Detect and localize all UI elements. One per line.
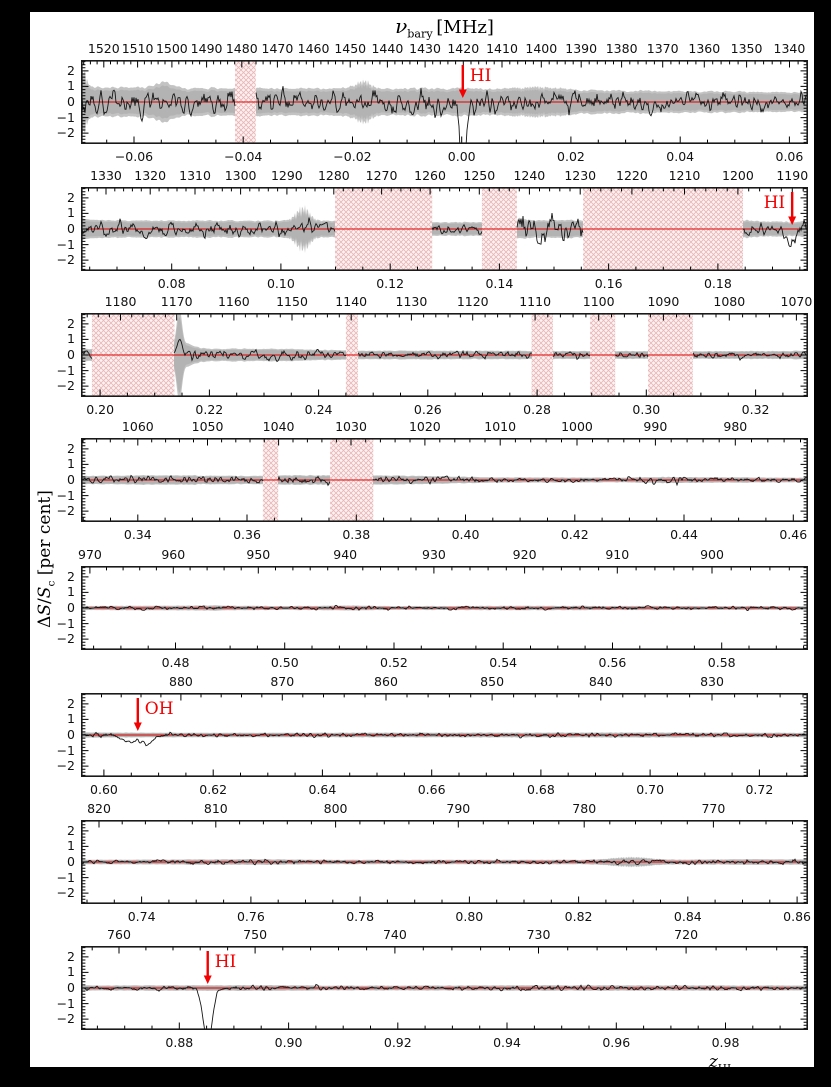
annotation-arrow-head [134, 723, 142, 732]
z-tick-label: 0.42 [560, 527, 589, 542]
y-tick-label: −2 [56, 125, 75, 141]
ylabel-unit: [per cent] [35, 490, 55, 581]
y-tick-label: 2 [67, 568, 75, 584]
z-tick-label: 0.86 [783, 909, 811, 924]
z-tick-label: 0.52 [380, 655, 408, 670]
y-tick-label: −2 [56, 252, 75, 268]
y-tick-label: 1 [67, 964, 75, 980]
freq-tick-label: 1420 [447, 41, 480, 56]
y-tick-label: −2 [56, 758, 75, 774]
z-tick-label: 0.82 [564, 909, 593, 924]
freq-tick-label: 730 [526, 927, 551, 942]
spectrum-panel [81, 60, 808, 144]
freq-tick-label: 1230 [564, 168, 597, 183]
spectrum-panel [81, 820, 808, 904]
spectrum-panel [81, 438, 808, 522]
freq-tick-label: 1290 [270, 168, 303, 183]
freq-tick-label: 1450 [334, 41, 367, 56]
title-unit: [MHz] [436, 17, 494, 38]
z-tick-label: 0.68 [526, 782, 555, 797]
z-tick-row [30, 655, 814, 670]
freq-tick-label: 900 [700, 547, 724, 562]
z-symbol: z [708, 1052, 718, 1072]
freq-tick-label: 1490 [190, 41, 223, 56]
z-tick-label: 0.22 [195, 402, 224, 417]
freq-tick-label: 940 [333, 547, 358, 562]
z-tick-label: 0.96 [602, 1035, 631, 1050]
z-tick-label: 0.40 [451, 527, 480, 542]
panel-plot-area [81, 187, 808, 271]
z-tick-label: 0.36 [233, 527, 261, 542]
nu-symbol: ν [395, 14, 408, 38]
y-tick-label: 0 [67, 347, 75, 362]
y-tick-label: 2 [67, 189, 75, 205]
freq-tick-label: 1340 [773, 41, 806, 56]
freq-tick-label: 1090 [647, 294, 680, 309]
freq-tick-label: 740 [382, 927, 407, 942]
freq-tick-label: 1120 [456, 294, 489, 309]
y-tick-label: 2 [67, 948, 75, 964]
y-tick-label: −1 [56, 742, 75, 758]
freq-tick-label: 1470 [261, 41, 294, 56]
freq-tick-label: 760 [107, 927, 131, 942]
freq-tick-label: 790 [446, 801, 471, 816]
z-tick-label: 0.08 [157, 276, 186, 291]
annotation-label: OH [144, 699, 174, 719]
freq-tick-label: 800 [323, 801, 348, 816]
y-tick-label: −1 [56, 487, 75, 503]
spectrum-panel [81, 313, 808, 397]
z-tick-label: 0.12 [376, 276, 405, 291]
y-tick-label: −1 [56, 109, 75, 125]
freq-tick-label: 1000 [561, 419, 593, 434]
freq-tick-label: 1180 [104, 294, 137, 309]
freq-tick-label: 1270 [365, 168, 398, 183]
freq-tick-label: 1210 [668, 168, 701, 183]
y-tick-label: −2 [56, 378, 75, 394]
y-tick-label: 1 [67, 711, 75, 727]
z-tick-label: 0.98 [711, 1035, 740, 1050]
z-tick-label: 0.16 [594, 276, 623, 291]
z-tick-label: 0.56 [598, 655, 627, 670]
y-tick-label: 0 [67, 727, 75, 742]
y-tick-label: 0 [67, 94, 75, 109]
y-tick-label: −1 [56, 236, 75, 252]
freq-tick-label: 1310 [179, 168, 211, 183]
y-tick-label: 1 [67, 584, 75, 600]
freq-tick-label: 830 [700, 674, 724, 689]
freq-tick-label: 980 [723, 419, 748, 434]
z-tick-label: 0.90 [274, 1035, 303, 1050]
spectrum-panel [81, 693, 808, 777]
z-tick-label: 0.60 [90, 782, 118, 797]
z-tick-label: 0.18 [703, 276, 732, 291]
freq-tick-label: 920 [512, 547, 537, 562]
freq-tick-label: 1170 [160, 294, 193, 309]
annotation-HI [204, 951, 237, 984]
z-tick-label: 0.76 [236, 909, 265, 924]
spectrum-panel [81, 187, 808, 271]
z-tick-label: 0.32 [741, 402, 770, 417]
z-tick-label: −0.04 [224, 149, 263, 164]
freq-tick-label: 1320 [134, 168, 167, 183]
freq-tick-label: 1220 [616, 168, 648, 183]
freq-tick-label: 1510 [121, 41, 154, 56]
freq-tick-label: 1080 [713, 294, 746, 309]
z-tick-label: 0.28 [523, 402, 551, 417]
freq-tick-row [30, 674, 814, 689]
freq-tick-label: 1390 [565, 41, 598, 56]
title-subscript: bary [407, 27, 433, 41]
annotation-arrow-head [204, 976, 212, 985]
z-tick-label: 0.38 [342, 527, 371, 542]
plot-title [81, 14, 808, 41]
spectrum-panel [81, 946, 808, 1030]
freq-tick-label: 1440 [371, 41, 404, 56]
z-tick-label: 0.44 [670, 527, 698, 542]
freq-tick-label: 1100 [582, 294, 615, 309]
panel-plot-area [81, 438, 808, 522]
y-tick-label: 2 [67, 440, 75, 456]
freq-tick-label: 1360 [688, 41, 721, 56]
y-tick-label: −1 [56, 362, 75, 378]
freq-tick-label: 990 [643, 419, 668, 434]
freq-tick-label: 910 [605, 547, 630, 562]
freq-tick-label: 1110 [519, 294, 552, 309]
freq-tick-label: 750 [243, 927, 268, 942]
y-tick-label: −2 [56, 631, 75, 647]
y-tick-label: 0 [67, 600, 75, 615]
freq-tick-label: 1160 [217, 294, 250, 309]
z-tick-row [30, 402, 814, 417]
z-tick-row [30, 527, 814, 542]
freq-tick-label: 1140 [335, 294, 368, 309]
spectrum-panel [81, 566, 808, 650]
ylabel-subscript: c [45, 580, 58, 587]
freq-tick-label: 1400 [525, 41, 558, 56]
freq-tick-row [30, 801, 814, 816]
z-tick-label: 0.64 [308, 782, 337, 797]
z-tick-label: 0.14 [485, 276, 514, 291]
y-tick-label: 1 [67, 838, 75, 854]
figure-canvas [30, 12, 814, 1075]
y-tick-label: 2 [67, 62, 75, 78]
freq-tick-label: 1040 [262, 419, 295, 434]
freq-tick-label: 1070 [780, 294, 813, 309]
freq-tick-label: 820 [87, 801, 111, 816]
freq-tick-row [30, 294, 814, 309]
spectrum-trace [81, 985, 808, 1031]
freq-tick-label: 810 [203, 801, 228, 816]
z-tick-label: 0.84 [673, 909, 702, 924]
y-tick-label: −1 [56, 869, 75, 885]
freq-tick-label: 1010 [484, 419, 517, 434]
y-tick-label: 0 [67, 854, 75, 869]
z-tick-label: 0.50 [270, 655, 299, 670]
y-tick-label: 1 [67, 331, 75, 347]
panel-plot-area [81, 313, 808, 397]
freq-tick-label: 1500 [155, 41, 188, 56]
xlabel-subscript: HI [717, 1062, 732, 1075]
y-tick-label: 1 [67, 456, 75, 472]
x-axis-label [670, 1052, 770, 1074]
z-tick-label: 0.94 [493, 1035, 521, 1050]
y-tick-label: −2 [56, 885, 75, 901]
panel-plot-area [81, 732, 808, 745]
annotation-label: HI [763, 193, 786, 213]
freq-tick-label: 1200 [722, 168, 754, 183]
freq-tick-label: 1260 [414, 168, 446, 183]
z-tick-label: 0.54 [489, 655, 518, 670]
z-tick-label: 0.34 [123, 527, 152, 542]
freq-tick-label: 870 [270, 674, 295, 689]
freq-tick-label: 850 [480, 674, 505, 689]
z-tick-label: 0.48 [161, 655, 190, 670]
freq-tick-label: 780 [572, 801, 597, 816]
freq-tick-label: 1380 [605, 41, 638, 56]
freq-tick-label: 1150 [276, 294, 308, 309]
z-tick-row [30, 909, 814, 924]
z-tick-label: 0.66 [417, 782, 446, 797]
z-tick-row [30, 276, 814, 291]
z-tick-label: 0.78 [346, 909, 375, 924]
z-tick-label: 0.70 [636, 782, 665, 797]
freq-tick-label: 1050 [191, 419, 224, 434]
y-tick-label: 0 [67, 980, 75, 995]
z-tick-label: 0.58 [707, 655, 736, 670]
freq-tick-label: 970 [77, 547, 102, 562]
y-tick-label: 2 [67, 695, 75, 711]
z-tick-label: 0.92 [383, 1035, 412, 1050]
freq-tick-row [30, 547, 814, 562]
z-tick-label: 0.10 [266, 276, 295, 291]
z-tick-label: 0.62 [199, 782, 228, 797]
freq-tick-row [30, 927, 814, 942]
delta-symbol: Δ [35, 615, 55, 628]
panel-plot-area [81, 985, 808, 1031]
freq-tick-row [30, 41, 814, 56]
annotation-OH [134, 698, 174, 731]
y-tick-label: −2 [56, 1011, 75, 1027]
z-tick-label: 0.30 [632, 402, 661, 417]
freq-tick-label: 1460 [297, 41, 330, 56]
freq-tick-label: 1430 [409, 41, 441, 56]
freq-tick-label: 950 [246, 547, 271, 562]
y-tick-label: 2 [67, 822, 75, 838]
freq-tick-label: 840 [588, 674, 613, 689]
freq-tick-row [30, 419, 814, 434]
freq-tick-label: 1520 [87, 41, 120, 56]
z-tick-label: 0.00 [447, 149, 476, 164]
freq-tick-row [30, 168, 814, 183]
z-tick-row [30, 149, 814, 164]
z-tick-label: −0.02 [333, 149, 372, 164]
freq-tick-label: 1350 [730, 41, 763, 56]
panel-plot-area [81, 605, 808, 610]
s-symbol: S [35, 603, 55, 616]
freq-tick-label: 1410 [486, 41, 518, 56]
z-tick-label: 0.74 [127, 909, 156, 924]
freq-tick-label: 1280 [317, 168, 350, 183]
freq-tick-label: 1030 [335, 419, 367, 434]
y-tick-label: −2 [56, 503, 75, 519]
y-tick-label: 1 [67, 205, 75, 221]
z-tick-label: 0.02 [557, 149, 585, 164]
z-tick-row [30, 1035, 814, 1050]
y-tick-label: 2 [67, 315, 75, 331]
z-tick-label: 0.26 [413, 402, 442, 417]
freq-tick-label: 1240 [513, 168, 546, 183]
z-tick-label: 0.72 [745, 782, 774, 797]
freq-tick-label: 720 [674, 927, 699, 942]
y-tick-label: −1 [56, 615, 75, 631]
z-tick-label: 0.06 [775, 149, 804, 164]
y-tick-label: 0 [67, 221, 75, 236]
freq-tick-label: 1330 [90, 168, 122, 183]
freq-tick-label: 860 [374, 674, 398, 689]
freq-tick-label: 1190 [776, 168, 809, 183]
freq-tick-label: 880 [169, 674, 193, 689]
freq-tick-label: 1480 [225, 41, 258, 56]
freq-tick-label: 1130 [395, 294, 428, 309]
z-tick-label: 0.88 [165, 1035, 194, 1050]
y-tick-label: 0 [67, 472, 75, 487]
freq-tick-label: 1060 [121, 419, 154, 434]
z-tick-row [30, 782, 814, 797]
y-tick-label: 1 [67, 78, 75, 94]
panel-plot-area [81, 60, 808, 144]
panel-plot-area [81, 857, 808, 868]
freq-tick-label: 1300 [224, 168, 257, 183]
z-tick-label: 0.04 [666, 149, 695, 164]
annotation-label: HI [214, 952, 237, 972]
freq-tick-label: 1370 [646, 41, 679, 56]
freq-tick-label: 770 [701, 801, 726, 816]
freq-tick-label: 1250 [463, 168, 496, 183]
annotation-label: HI [469, 66, 492, 86]
z-tick-label: 0.46 [779, 527, 808, 542]
annotation-HI [764, 192, 797, 225]
s-continuum-symbol: S [35, 586, 55, 599]
z-tick-label: 0.20 [86, 402, 115, 417]
slash: / [35, 598, 55, 604]
freq-tick-label: 930 [422, 547, 446, 562]
z-tick-label: −0.06 [114, 149, 154, 164]
freq-tick-label: 1020 [408, 419, 441, 434]
z-tick-label: 0.80 [455, 909, 484, 924]
y-tick-label: −1 [56, 995, 75, 1011]
z-tick-label: 0.24 [304, 402, 333, 417]
freq-tick-label: 960 [161, 547, 186, 562]
